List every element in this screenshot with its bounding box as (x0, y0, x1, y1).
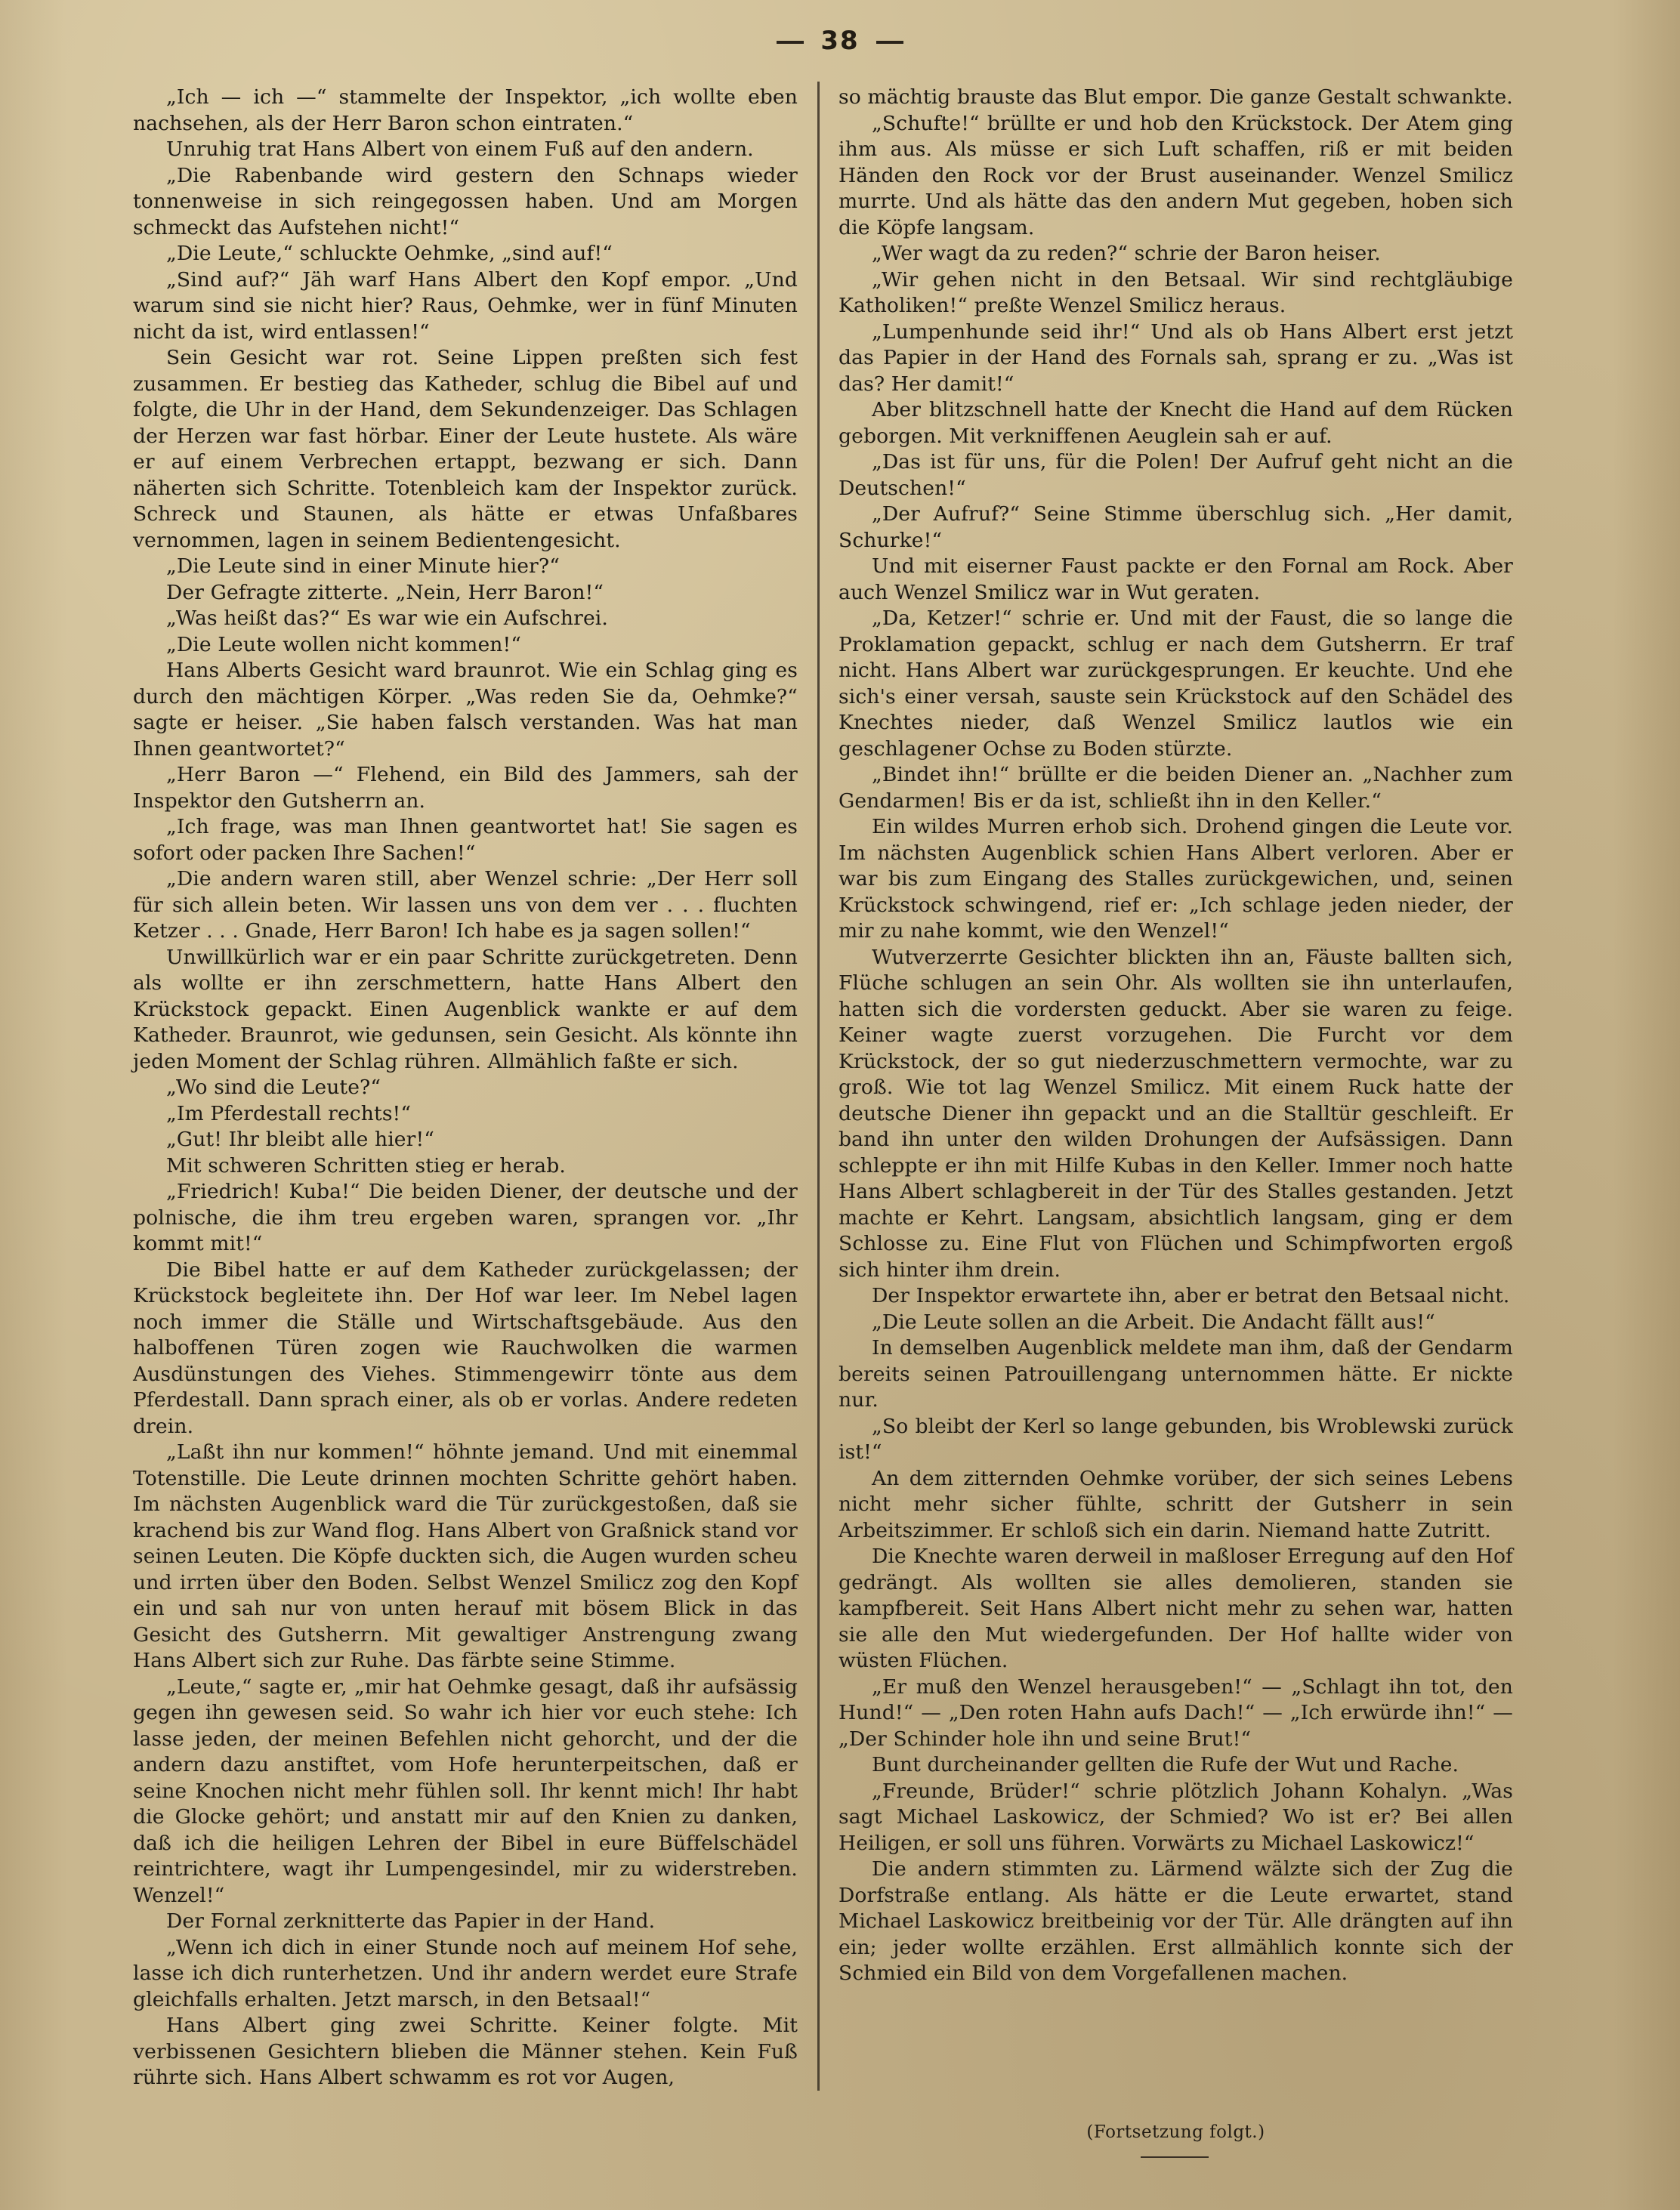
paragraph: „Laßt ihn nur kommen!“ höhnte jemand. Und mit einemmal Totenstille. Die Leute drinnen mochten Schritte gehört haben. Im nächsten Augenblick ward die Tür zurückgestoßen, daß sie krachend bis zur Wand flog. Hans Albert von Graßnick stand vor seinen Leuten. Die Köpfe duckten sich, die Augen wurden scheu und irrten über den Boden. Selbst Wenzel Smilicz zog den Kopf ein und sah nur von unten herauf mit bösem Blick in das Gesicht des Gutsherrn. Mit gewaltiger Anstrengung zwang Hans Albert sich zur Ruhe. Das färbte seine Stimme. (133, 1440, 798, 1672)
paragraph: Ein wildes Murren erhob sich. Drohend gingen die Leute vor. Im nächsten Augenblick schien Hans Albert verloren. Aber er war bis zum Eingang des Stalles zurückgewichen, und, seinen Krückstock schwingend, rief er: „Ich schlage jeden nieder, der mir zu nahe kommt, wie den Wenzel!“ (838, 815, 1513, 943)
paragraph: „Wer wagt da zu reden?“ schrie der Baron heiser. (872, 242, 1381, 265)
paragraph: „Gut! Ihr bleibt alle hier!“ (166, 1128, 434, 1151)
paragraph: „Friedrich! Kuba!“ Die beiden Diener, der deutsche und der polnische, die ihm treu ergeben waren, sprangen vor. „Ihr kommt mit!“ (133, 1180, 798, 1255)
paragraph: „Die Leute,“ schluckte Oehmke, „sind auf!“ (166, 242, 613, 265)
paragraph: Die andern stimmten zu. Lärmend wälzte sich der Zug die Dorfstraße entlang. Als hätte er die Leute erwartet, stand Michael Laskowicz breitbeinig vor der Tür. Alle drängten auf ihn ein; jeder wollte erzählen. Erst allmählich konnte sich der Schmied ein Bild von dem Vorgefallenen machen. (838, 1857, 1513, 1985)
paragraph: „So bleibt der Kerl so lange gebunden, bis Wroblewski zurück ist!“ (838, 1414, 1513, 1464)
paragraph: Unwillkürlich war er ein paar Schritte zurückgetreten. Denn als wollte er ihn zerschmettern, hatte Hans Albert den Krückstock gepackt. Einen Augenblick wankte er auf dem Katheder. Braunrot, wie gedunsen, sein Gesicht. Als könnte ihn jeden Moment der Schlag rühren. Allmählich faßte er sich. (133, 945, 798, 1073)
paragraph: Der Gefragte zitterte. „Nein, Herr Baron!“ (166, 580, 604, 604)
paragraph: „Er muß den Wenzel herausgeben!“ — „Schlagt ihn tot, den Hund!“ — „Den roten Hahn aufs Dach!“ — „Ich erwürde ihn!“ — „Der Schinder hole ihn und seine Brut!“ (838, 1674, 1513, 1751)
paragraph: In demselben Augenblick meldete man ihm, daß der Gendarm bereits seinen Patrouillengang unternommen hätte. Er nickte nur. (838, 1336, 1513, 1412)
right-text-column (838, 85, 1513, 1987)
paragraph: „Bindet ihn!“ brüllte er die beiden Diener an. „Nachher zum Gendarmen! Bis er da ist, schließt ihn in den Keller.“ (838, 763, 1513, 813)
continuation-note: (Fortsetzung folgt.) (1086, 2122, 1265, 2142)
paragraph: Wutverzerrte Gesichter blickten ihn an, Fäuste ballten sich, Flüche schlugen an sein Ohr. Als wollten sie ihn unterlaufen, hatten sich die vordersten geduckt. Aber sie waren zu feige. Keiner wagte zuerst vorzugehen. Die Furcht vor dem Krückstock, der so gut niederzuschmettern vermochte, war zu groß. Wie tot lag Wenzel Smilicz. Mit einem Ruck hatte der deutsche Diener ihn gepackt und an die Stalltür geschleift. Er band ihn unter den wilden Drohungen der Aufsässigen. Dann schleppte er ihn mit Hilfe Kubas in den Keller. Immer noch hatte Hans Albert schlagbereit in der Tür des Stalles gestanden. Jetzt machte er Kehrt. Langsam, absichtlich langsam, ging er dem Schlosse zu. Eine Flut von Flüchen und Schimpfworten ergoß sich hinter ihm drein. (838, 945, 1513, 1282)
paragraph: „Wir gehen nicht in den Betsaal. Wir sind rechtgläubige Katholiken!“ preßte Wenzel Smilicz heraus. (838, 267, 1513, 317)
paragraph: „Was heißt das?“ Es war wie ein Aufschrei. (166, 607, 608, 630)
paragraph: Hans Alberts Gesicht ward braunrot. Wie ein Schlag ging es durch den mächtigen Körper. „Was reden Sie da, Oehmke?“ sagte er heiser. „Sie haben falsch verstanden. Was hat man Ihnen geantwortet?“ (133, 659, 798, 761)
paragraph: Der Inspektor erwartete ihn, aber er betrat den Betsaal nicht. (872, 1284, 1510, 1307)
paragraph: Der Fornal zerknitterte das Papier in der Hand. (166, 1909, 656, 1933)
page-number: 38 (820, 26, 860, 56)
paragraph: „Freunde, Brüder!“ schrie plötzlich Johann Kohalyn. „Was sagt Michael Laskowicz, der Schmied? Wo ist er? Bei allen Heiligen, er soll uns führen. Vorwärts zu Michael Laskowicz!“ (838, 1779, 1513, 1855)
paragraph: „Die andern waren still, aber Wenzel schrie: „Der Herr soll für sich allein beten. Wir lassen uns von dem ver . . . fluchten Ketzer . . . Gnade, Herr Baron! Ich habe es ja sagen sollen!“ (133, 867, 798, 943)
paragraph: „Die Leute sollen an die Arbeit. Die Andacht fällt aus!“ (872, 1310, 1435, 1334)
paragraph: „Die Leute sind in einer Minute hier?“ (166, 554, 560, 578)
paragraph: Und mit eiserner Faust packte er den Fornal am Rock. Aber auch Wenzel Smilicz war in Wut geraten. (838, 554, 1513, 604)
paragraph: Die Bibel hatte er auf dem Katheder zurückgelassen; der Krückstock begleitete ihn. Der Hof war leer. Im Nebel lagen noch immer die Ställe und Wirtschaftsgebäude. Aus den halboffenen Türen zogen wie Rauchwolken die warmen Ausdünstungen des Viehes. Stimmengewirr tönte aus dem Pferdestall. Dann sprach einer, als ob er vorlas. Andere redeten drein. (133, 1258, 798, 1438)
paragraph: Die Knechte waren derweil in maßloser Erregung auf den Hof gedrängt. Als wollten sie alles demolieren, standen sie kampfbereit. Seit Hans Albert nicht mehr zu sehen war, hatten sie alle den Mut wiedergefunden. Der Hof hallte wider von wüsten Flüchen. (838, 1545, 1513, 1672)
paragraph: „Die Leute wollen nicht kommen!“ (166, 632, 522, 656)
paragraph: „Wo sind die Leute?“ (166, 1076, 381, 1099)
paragraph: „Das ist für uns, für die Polen! Der Aufruf geht nicht an die Deutschen!“ (838, 450, 1513, 500)
continuation-rule (1141, 2156, 1209, 2158)
paragraph: Unruhig trat Hans Albert von einem Fuß auf den andern. (166, 137, 754, 161)
paragraph: „Im Pferdestall rechts!“ (166, 1101, 412, 1125)
paragraph: so mächtig brauste das Blut empor. Die ganze Gestalt schwankte. (838, 85, 1513, 109)
paragraph: Mit schweren Schritten stieg er herab. (166, 1153, 566, 1178)
paragraph: „Die Rabenbande wird gestern den Schnaps wieder tonnenweise in sich reingegossen haben. Und am Morgen schmeckt das Aufstehen nicht!“ (133, 163, 798, 239)
paragraph: „Wenn ich dich in einer Stunde noch auf meinem Hof sehe, lasse ich dich runterhetzen. Und ihr andern werdet eure Strafe gleichfalls erhalten. Jetzt marsch, in den Betsaal!“ (133, 1935, 798, 2011)
paragraph: Aber blitzschnell hatte der Knecht die Hand auf dem Rücken geborgen. Mit verkniffenen Aeuglein sah er auf. (838, 398, 1513, 448)
paragraph: „Ich — ich —“ stammelte der Inspektor, „ich wollte eben nachsehen, als der Herr Baron schon eintraten.“ (133, 85, 798, 135)
paragraph: An dem zitternden Oehmke vorüber, der sich seines Lebens nicht mehr sicher fühlte, schritt der Gutsherr in sein Arbeitszimmer. Er schloß sich ein darin. Niemand hatte Zutritt. (838, 1466, 1513, 1542)
paragraph: „Herr Baron —“ Flehend, ein Bild des Jammers, sah der Inspektor den Gutsherrn an. (133, 763, 798, 813)
paragraph: „Lumpenhunde seid ihr!“ Und als ob Hans Albert erst jetzt das Papier in der Hand des Fornals sah, sprang er zu. „Was ist das? Her damit!“ (838, 319, 1513, 396)
paragraph: „Ich frage, was man Ihnen geantwortet hat! Sie sagen es sofort oder packen Ihre Sachen!“ (133, 815, 798, 865)
paragraph: Hans Albert ging zwei Schritte. Keiner folgte. Mit verbissenen Gesichtern blieben die Männer stehen. Kein Fuß rührte sich. Hans Albert schwamm es rot vor Augen, (133, 2014, 798, 2089)
paragraph: „Sind auf?“ Jäh warf Hans Albert den Kopf empor. „Und warum sind sie nicht hier? Raus, Oehmke, wer in fünf Minuten nicht da ist, wird entlassen!“ (133, 267, 798, 344)
paragraph: „Schufte!“ brüllte er und hob den Krückstock. Der Atem ging ihm aus. Als müsse er sich Luft schaffen, riß er mit beiden Händen den Rock vor der Brust auseinander. Wenzel Smilicz murrte. Und als hätte das den andern Mut gegeben, hoben sich die Köpfe langsam. (838, 111, 1513, 239)
page-number-header (0, 26, 1680, 56)
page-number-dash-right (876, 41, 903, 44)
paragraph: „Leute,“ sagte er, „mir hat Oehmke gesagt, daß ihr aufsässig gegen ihn gewesen seid. So wahr ich hier vor euch stehe: Ich lasse jeden, der meinen Befehlen nicht gehorcht, und der die andern dazu anstiftet, vom Hofe herunterpeitschen, daß er seine Knochen nicht mehr fühlen soll. Ihr kennt mich! Ihr habt die Glocke gehört; und anstatt mir auf den Knien zu danken, daß ich die heiligen Lehren der Bibel in eure Büffelschädel reintrichtere, wagt ihr Lumpengesindel, mir zu widerstreben. Wenzel!“ (133, 1674, 798, 1907)
paragraph: Sein Gesicht war rot. Seine Lippen preßten sich fest zusammen. Er bestieg das Katheder, schlug die Bibel auf und folgte, die Uhr in der Hand, dem Sekundenzeiger. Das Schlagen der Herzen war fast hörbar. Einer der Leute hustete. Als wäre er auf einem Verbrechen ertappt, bezwang er sich. Dann näherten sich Schritte. Totenbleich kam der Inspektor zurück. Schreck und Staunen, als hätte er etwas Unfaßbares vernommen, lagen in seinem Bedientengesicht. (133, 346, 798, 552)
page-number-dash-left (777, 41, 804, 44)
paragraph: Bunt durcheinander gellten die Rufe der Wut und Rache. (872, 1753, 1459, 1776)
left-text-column (133, 85, 798, 2091)
paragraph: „Da, Ketzer!“ schrie er. Und mit der Faust, die so lange die Proklamation gepackt, schlug er nach dem Gutsherrn. Er traf nicht. Hans Albert war zurückgesprungen. Er keuchte. Und ehe sich's einer versah, sauste sein Krückstock auf den Schädel des Knechtes nieder, daß Wenzel Smilicz lautlos wie ein geschlagener Ochse zu Boden stürzte. (838, 607, 1513, 761)
column-divider (817, 82, 820, 2091)
paragraph: „Der Aufruf?“ Seine Stimme überschlug sich. „Her damit, Schurke!“ (838, 502, 1513, 552)
